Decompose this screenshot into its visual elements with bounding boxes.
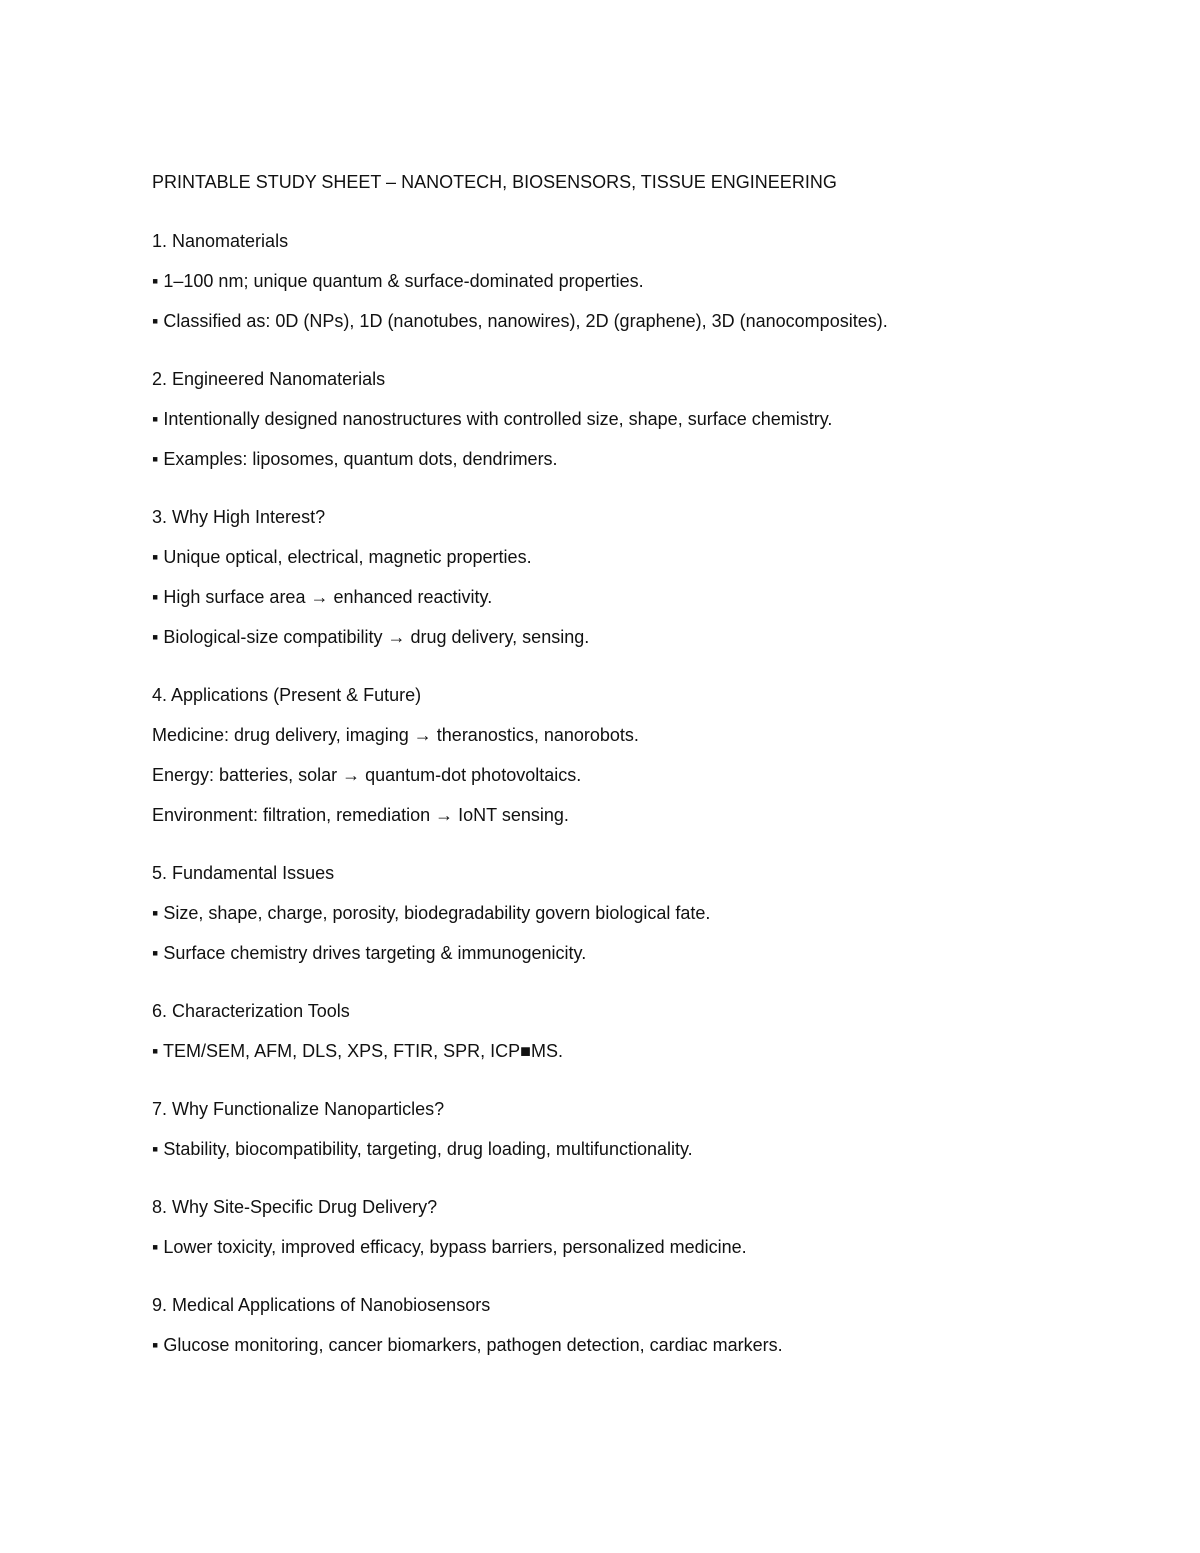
list-item: ▪ Glucose monitoring, cancer biomarkers, pathogen detection, cardiac markers. [152, 1335, 783, 1355]
list-item: ▪ Surface chemistry drives targeting & immunogenicity. [152, 943, 587, 963]
section-heading: 4. Applications (Present & Future) [152, 685, 422, 705]
list-item: ▪ 1–100 nm; unique quantum & surface-dominated properties. [152, 271, 644, 291]
document-title: PRINTABLE STUDY SHEET – NANOTECH, BIOSENSORS, TISSUE ENGINEERING [152, 172, 837, 192]
document-content [152, 170, 1112, 1391]
section-functionalize-nanoparticles [152, 1097, 1112, 1161]
section-applications [152, 683, 1112, 827]
list-item: Energy: batteries, solar → quantum-dot photovoltaics. [152, 765, 582, 785]
list-item: ▪ TEM/SEM, AFM, DLS, XPS, FTIR, SPR, ICP■MS. [152, 1041, 563, 1061]
section-heading: 1. Nanomaterials [152, 231, 289, 251]
section-nanomaterials [152, 229, 1112, 333]
section-heading: 7. Why Functionalize Nanoparticles? [152, 1099, 445, 1119]
list-item: Environment: filtration, remediation → IoNT sensing. [152, 805, 569, 825]
section-heading: 2. Engineered Nanomaterials [152, 369, 386, 389]
section-heading: 3. Why High Interest? [152, 507, 326, 527]
section-engineered-nanomaterials [152, 367, 1112, 471]
section-site-specific-drug-delivery [152, 1195, 1112, 1259]
section-fundamental-issues [152, 861, 1112, 965]
list-item: ▪ Examples: liposomes, quantum dots, dendrimers. [152, 449, 558, 469]
section-characterization-tools [152, 999, 1112, 1063]
section-heading: 5. Fundamental Issues [152, 863, 335, 883]
section-heading: 8. Why Site-Specific Drug Delivery? [152, 1197, 438, 1217]
list-item: Medicine: drug delivery, imaging → theranostics, nanorobots. [152, 725, 639, 745]
section-medical-nanobiosensors [152, 1293, 1112, 1357]
section-heading: 6. Characterization Tools [152, 1001, 350, 1021]
section-why-high-interest [152, 505, 1112, 649]
list-item: ▪ Intentionally designed nanostructures with controlled size, shape, surface chemistry. [152, 409, 833, 429]
list-item: ▪ Size, shape, charge, porosity, biodegradability govern biological fate. [152, 903, 711, 923]
list-item: ▪ Biological-size compatibility → drug delivery, sensing. [152, 627, 590, 647]
list-item: ▪ Classified as: 0D (NPs), 1D (nanotubes, nanowires), 2D (graphene), 3D (nanocomposites). [152, 311, 888, 331]
list-item: ▪ Stability, biocompatibility, targeting, drug loading, multifunctionality. [152, 1139, 693, 1159]
list-item: ▪ Unique optical, electrical, magnetic properties. [152, 547, 532, 567]
section-heading: 9. Medical Applications of Nanobiosensors [152, 1295, 491, 1315]
list-item: ▪ High surface area → enhanced reactivity. [152, 587, 493, 607]
list-item: ▪ Lower toxicity, improved efficacy, bypass barriers, personalized medicine. [152, 1237, 747, 1257]
